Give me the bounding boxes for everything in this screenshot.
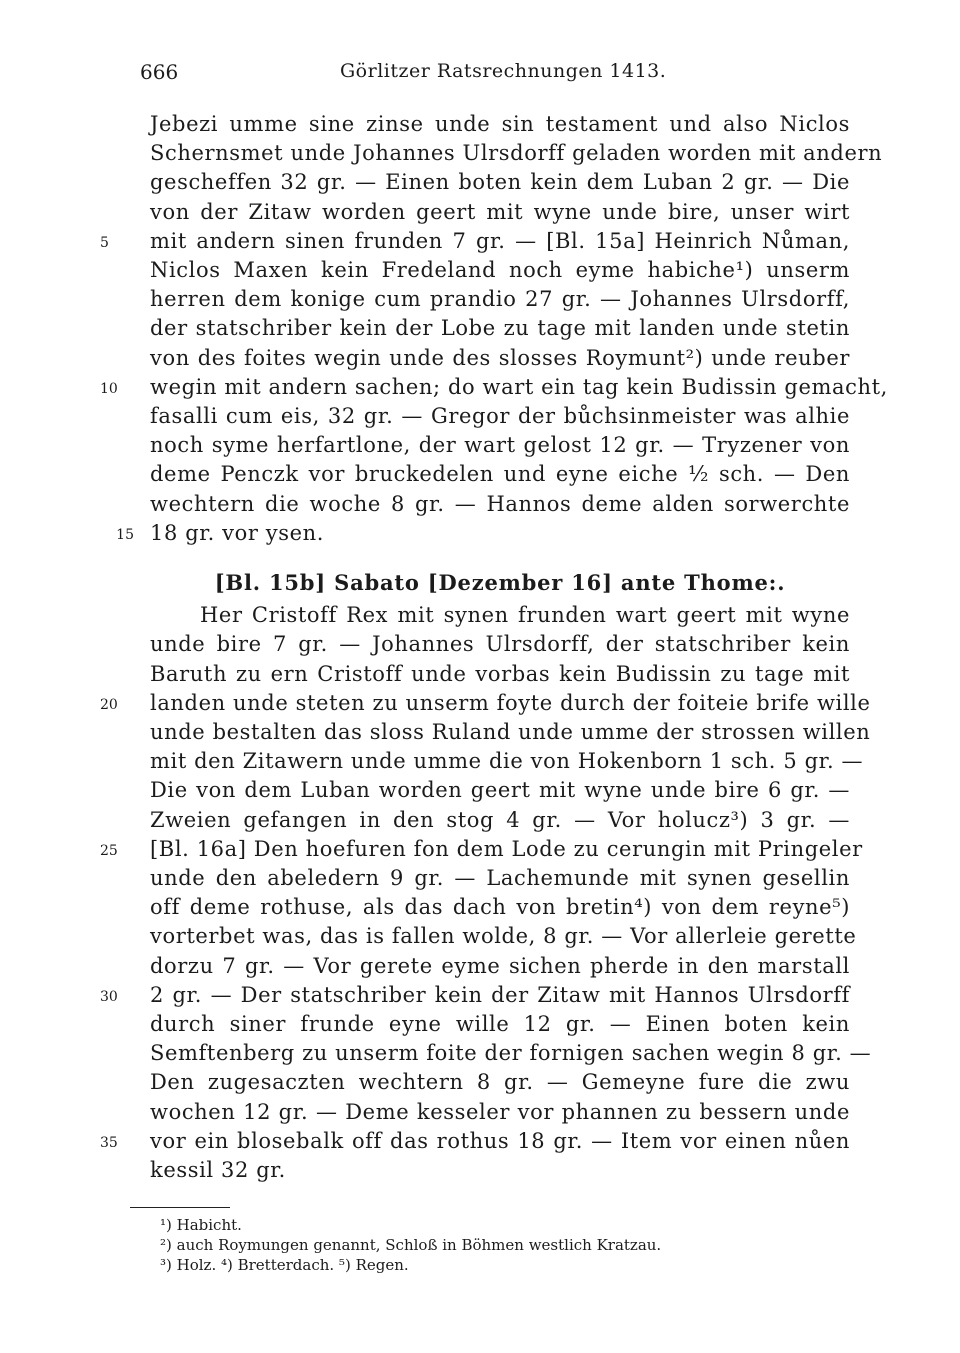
line-text: wochen 12 gr. — Deme kesseler vor phannen zu bessern unde xyxy=(150,1099,850,1124)
text-line xyxy=(150,922,857,951)
text-line xyxy=(116,519,850,548)
line-text: vorterbet was, das is fallen wolde, 8 gr. — Vor allerleie gerette xyxy=(150,924,857,949)
text-line xyxy=(150,893,850,922)
line-text: 2 gr. — Der statschriber kein der Zitaw mit Hannos Ulrsdorff xyxy=(150,982,850,1007)
text-line xyxy=(150,1039,872,1068)
text-line xyxy=(150,806,850,835)
footnote: ²) auch Roymungen genannt, Schloß in Böhmen westlich Kratzau. xyxy=(160,1236,662,1254)
line-text: Jebezi umme sine zinse unde sin testament und also Niclos xyxy=(150,112,850,136)
line-text: dorzu 7 gr. — Vor gerete eyme sichen pherde in den marstall xyxy=(150,953,850,978)
line-text: von des foites wegin unde des slosses Roymunt²) unde reuber xyxy=(150,345,850,370)
line-text: Schernsmet unde Johannes Ulrsdorff geladen worden mit andern xyxy=(150,141,883,166)
text-line xyxy=(150,314,850,343)
line-text: unde bestalten das sloss Ruland unde umme der strossen willen xyxy=(150,720,871,744)
text-line xyxy=(100,689,871,718)
text-line xyxy=(150,431,850,460)
line-text: kessil 32 gr. xyxy=(150,1158,286,1182)
text-line xyxy=(150,460,850,489)
text-line xyxy=(150,1068,850,1097)
text-line xyxy=(150,718,871,747)
text-line xyxy=(150,198,850,227)
line-text: mit den Zitawern unde umme die von Hokenborn 1 sch. 5 gr. — xyxy=(150,749,864,774)
line-text: landen unde steten zu unserm foyte durch der foiteie brife wille xyxy=(150,690,871,715)
line-number: 30 xyxy=(100,988,118,1005)
line-text: Niclos Maxen kein Fredeland noch eyme habiche¹) unserm xyxy=(150,258,850,282)
text-line xyxy=(150,776,850,805)
line-text: Her Cristoff Rex mit synen frunden wart geert mit wyne xyxy=(200,603,850,628)
text-line xyxy=(150,1098,850,1127)
line-text: [Bl. 16a] Den hoefuren fon dem Lode zu cerungin mit Pringeler xyxy=(150,836,863,861)
text-line xyxy=(150,139,883,168)
line-text: Die von dem Luban worden geert mit wyne unde bire 6 gr. — xyxy=(150,778,850,803)
text-line xyxy=(150,402,850,431)
text-line xyxy=(100,981,850,1010)
line-text: von der Zitaw worden geert mit wyne unde bire, unser wirt xyxy=(150,199,850,224)
text-line xyxy=(150,110,850,139)
text-line xyxy=(150,344,850,373)
text-line xyxy=(150,490,850,519)
footnote: ¹) Habicht. xyxy=(160,1216,242,1234)
line-text: wechtern die woche 8 gr. — Hannos deme alden sorwerchte xyxy=(150,491,850,516)
line-text: mit andern sinen frunden 7 gr. — [Bl. 15a] Heinrich Nůman, xyxy=(150,228,850,253)
line-number: 20 xyxy=(100,696,118,713)
line-text: durch siner frunde eyne wille 12 gr. — Einen boten kein xyxy=(150,1012,850,1036)
line-number: 10 xyxy=(100,380,118,397)
text-line xyxy=(200,601,850,630)
section-heading: [Bl. 15b] Sabato [Dezember 16] ante Thome:. xyxy=(214,570,786,595)
line-text: wegin mit andern sachen; do wart ein tag kein Budissin gemacht, xyxy=(150,374,888,399)
line-number: 35 xyxy=(100,1134,118,1151)
line-text: unde bire 7 gr. — Johannes Ulrsdorff, der statschriber kein xyxy=(150,632,850,657)
line-text: deme Penczk vor bruckedelen und eyne eiche ½ sch. — Den xyxy=(150,462,850,487)
line-text: Semftenberg zu unserm foite der fornigen sachen wegin 8 gr. — xyxy=(150,1041,872,1066)
text-line xyxy=(150,630,850,659)
text-line xyxy=(100,1127,850,1156)
text-line xyxy=(150,1010,850,1039)
text-line xyxy=(150,864,850,893)
text-line xyxy=(150,285,850,314)
footnote-separator xyxy=(130,1207,230,1208)
text-line xyxy=(150,168,850,197)
page-number: 666 xyxy=(140,60,179,84)
text-line xyxy=(150,747,864,776)
line-number: 25 xyxy=(100,842,118,859)
footnote: ³) Holz. ⁴) Bretterdach. ⁵) Regen. xyxy=(160,1256,409,1274)
line-text: fasalli cum eis, 32 gr. — Gregor der bůchsinmeister was alhie xyxy=(150,404,850,428)
line-text: vor ein blosebalk off das rothus 18 gr. — Item vor einen nůen xyxy=(150,1128,850,1153)
line-text: Zweien gefangen in den stog 4 gr. — Vor holucz³) 3 gr. — xyxy=(150,807,850,832)
running-title: Görlitzer Ratsrechnungen 1413. xyxy=(340,60,667,82)
line-text: Den zugesaczten wechtern 8 gr. — Gemeyne fure die zwu xyxy=(150,1070,850,1095)
text-line xyxy=(100,373,888,402)
text-line xyxy=(150,660,850,689)
page-header xyxy=(140,60,860,90)
text-line xyxy=(100,835,863,864)
line-number: 5 xyxy=(100,234,109,251)
line-text: off deme rothuse, als das dach von bretin⁴) von dem reyne⁵) xyxy=(150,895,850,920)
line-number: 15 xyxy=(116,526,134,543)
line-text: der statschriber kein der Lobe zu tage mit landen unde stetin xyxy=(150,316,850,341)
line-text: gescheffen 32 gr. — Einen boten kein dem Luban 2 gr. — Die xyxy=(150,170,850,195)
text-line xyxy=(150,952,850,981)
text-line xyxy=(100,227,850,256)
line-text: Baruth zu ern Cristoff unde vorbas kein Budissin zu tage mit xyxy=(150,661,850,686)
line-text: herren dem konige cum prandio 27 gr. — Johannes Ulrsdorff, xyxy=(150,287,850,312)
text-line xyxy=(150,1156,850,1185)
text-line xyxy=(150,256,850,285)
line-text: noch syme herfartlone, der wart gelost 12 gr. — Tryzener von xyxy=(150,433,850,458)
line-text: unde den abeledern 9 gr. — Lachemunde mit synen gesellin xyxy=(150,866,850,890)
line-text: 18 gr. vor ysen. xyxy=(150,520,325,545)
